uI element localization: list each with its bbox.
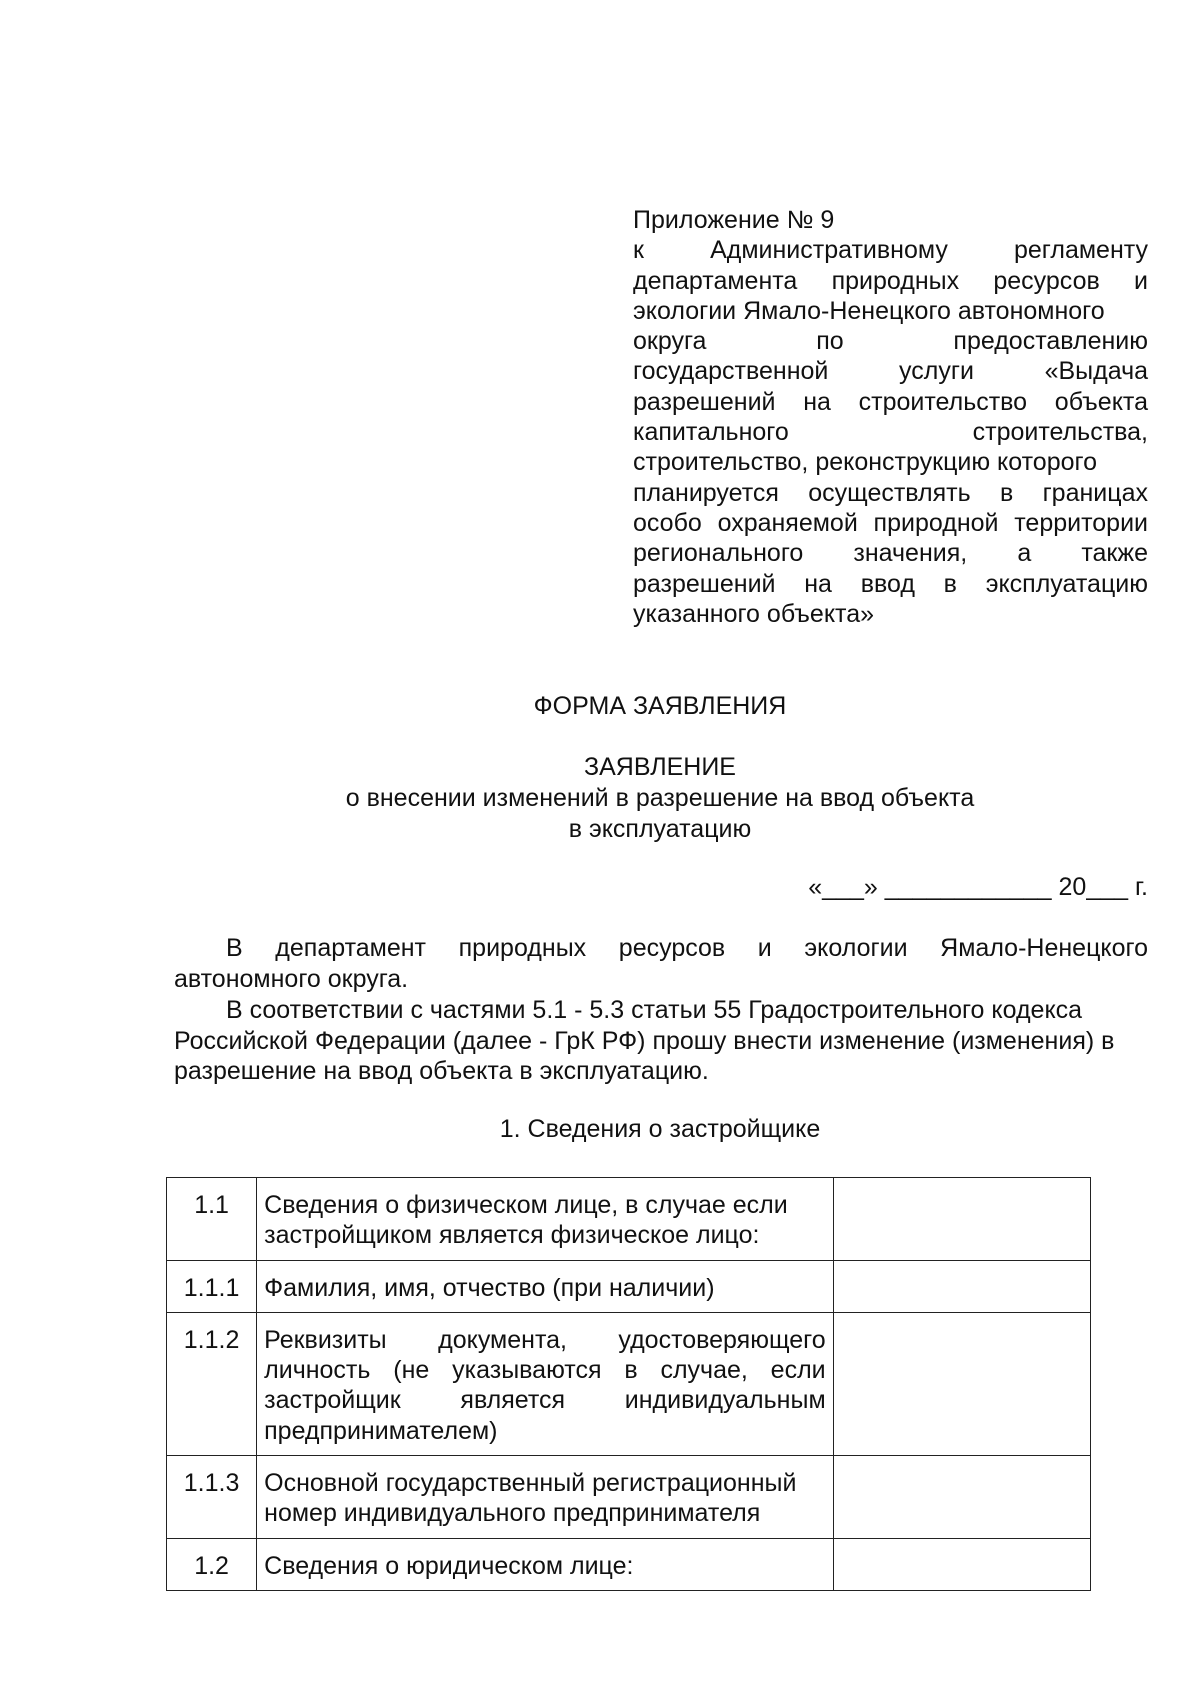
addressee-line: автономного округа. xyxy=(174,964,409,993)
row-description: Фамилия, имя, отчество (при наличии) xyxy=(257,1260,834,1312)
request-text: В соответствии с частями 5.1 - 5.3 статьи 55 Градостроительного кодекса Российской Федерации (далее - ГрК РФ) прошу внести изменение (изменения) в разрешение на ввод объекта в эксплуатацию. xyxy=(174,996,1115,1085)
row-number: 1.1.3 xyxy=(167,1456,257,1539)
table-row xyxy=(167,1538,1091,1590)
addressee-paragraph xyxy=(174,933,1148,994)
appendix-line: строительство, реконструкцию которого xyxy=(633,448,1097,477)
date-line: «___» ____________ 20___ г. xyxy=(808,873,1148,901)
row-value-field[interactable] xyxy=(833,1260,1090,1312)
row-value-field[interactable] xyxy=(833,1178,1090,1261)
row-description: Сведения о физическом лице, в случае если застройщиком является физическое лицо: xyxy=(257,1178,834,1261)
table-row xyxy=(167,1178,1091,1261)
request-paragraph xyxy=(174,995,1148,1087)
row-value-field[interactable] xyxy=(833,1538,1090,1590)
appendix-line: особо охраняемой природной территории xyxy=(633,508,1148,537)
row-number: 1.2 xyxy=(167,1538,257,1590)
appendix-line: разрешений на строительство объекта xyxy=(633,387,1148,416)
developer-info-table xyxy=(166,1177,1091,1591)
row-description-line: застройщик является индивидуальным xyxy=(264,1386,826,1415)
appendix-line: округа по предоставлению xyxy=(633,327,1148,356)
appendix-reference xyxy=(633,205,1148,629)
appendix-line: Приложение № 9 xyxy=(633,206,835,234)
row-number: 1.1.2 xyxy=(167,1312,257,1455)
row-description: Основной государственный регистрационный номер индивидуального предпринимателя xyxy=(257,1456,834,1539)
appendix-line: государственной услуги «Выдача xyxy=(633,357,1148,386)
application-title: ЗАЯВЛЕНИЕ xyxy=(583,753,736,781)
row-number: 1.1 xyxy=(167,1178,257,1261)
appendix-line: планируется осуществлять в границах xyxy=(633,478,1148,507)
row-description-line: личность (не указываются в случае, если xyxy=(264,1356,826,1385)
appendix-line: к Административному регламенту xyxy=(633,236,1148,265)
row-value-field[interactable] xyxy=(833,1456,1090,1539)
section-heading: 1. Сведения о застройщике xyxy=(499,1115,821,1143)
row-description: Сведения о юридическом лице: xyxy=(257,1538,834,1590)
row-description-line: Реквизиты документа, удостоверяющего xyxy=(264,1325,826,1354)
appendix-line: регионального значения, а также xyxy=(633,539,1148,568)
table-row xyxy=(167,1456,1091,1539)
table-row xyxy=(167,1312,1091,1455)
appendix-line: экологии Ямало-Ненецкого автономного xyxy=(633,296,1105,325)
application-subtitle: о внесении изменений в разрешение на ввод объекта xyxy=(345,784,975,812)
form-heading: ФОРМА ЗАЯВЛЕНИЯ xyxy=(533,692,787,720)
application-title-block xyxy=(0,752,1200,845)
addressee-line: В департамент природных ресурсов и экологии Ямало-Ненецкого xyxy=(226,934,1148,962)
application-subtitle: в эксплуатацию xyxy=(568,815,752,843)
row-number: 1.1.1 xyxy=(167,1260,257,1312)
row-value-field[interactable] xyxy=(833,1312,1090,1455)
row-description-line: предпринимателем) xyxy=(264,1416,498,1445)
row-description xyxy=(257,1312,834,1455)
appendix-line: указанного объекта» xyxy=(633,599,875,628)
appendix-line: капитального строительства, xyxy=(633,418,1148,447)
table-row xyxy=(167,1260,1091,1312)
appendix-line: департамента природных ресурсов и xyxy=(633,266,1148,295)
appendix-line: разрешений на ввод в эксплуатацию xyxy=(633,569,1148,598)
